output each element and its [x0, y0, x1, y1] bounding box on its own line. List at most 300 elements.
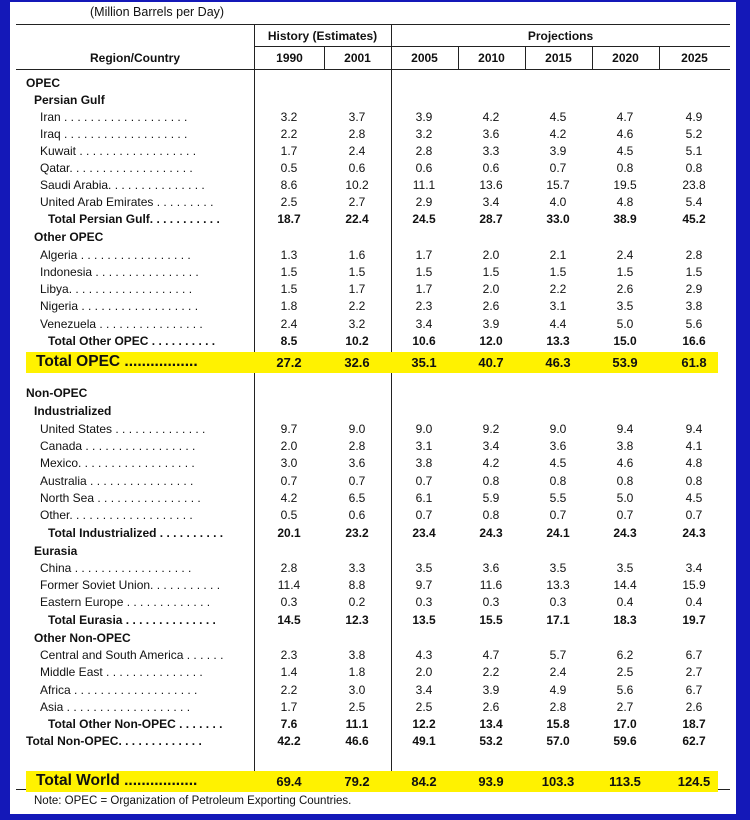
row-label: Indonesia . . . . . . . . . . . . . . . . — [40, 265, 199, 279]
value-cell: 5.0 — [616, 317, 634, 331]
value-cell: 11.6 — [479, 578, 503, 592]
value-cell: 38.9 — [613, 212, 637, 226]
row-label: Asia . . . . . . . . . . . . . . . . . . . — [40, 700, 191, 714]
header-bottom-rule — [16, 69, 730, 70]
value-cell: 1.7 — [280, 700, 298, 714]
value-cell: 24.3 — [613, 526, 637, 540]
value-cell: 28.7 — [479, 212, 503, 226]
value-cell: 2.4 — [280, 317, 298, 331]
value-cell: 2.3 — [280, 648, 298, 662]
value-cell: 0.5 — [280, 508, 298, 522]
value-cell: 23.4 — [412, 526, 436, 540]
value-cell: 15.8 — [546, 717, 570, 731]
value-cell: 5.4 — [685, 195, 703, 209]
value-cell: 4.8 — [685, 456, 703, 470]
value-cell: 0.7 — [280, 474, 298, 488]
footnote: Note: OPEC = Organization of Petroleum Exporting Countries. — [34, 795, 352, 807]
value-cell: 12.3 — [345, 613, 369, 627]
value-cell: 0.6 — [415, 161, 433, 175]
value-cell: 0.3 — [482, 595, 500, 609]
value-cell: 3.5 — [616, 299, 634, 313]
value-cell: 3.1 — [549, 299, 567, 313]
value-cell: 1.5 — [616, 265, 634, 279]
value-cell: 14.5 — [277, 613, 301, 627]
value-cell: 2.6 — [482, 700, 500, 714]
value-cell: 4.9 — [685, 110, 703, 124]
value-cell: 0.4 — [616, 595, 634, 609]
value-cell: 4.8 — [616, 195, 634, 209]
value-cell: 2.2 — [280, 127, 298, 141]
value-cell: 1.5 — [348, 265, 366, 279]
value-cell: 3.0 — [348, 683, 366, 697]
row-label: Middle East . . . . . . . . . . . . . . . — [40, 665, 203, 679]
value-cell: 2.6 — [482, 299, 500, 313]
value-cell: 0.7 — [685, 508, 703, 522]
value-cell: 9.4 — [685, 422, 703, 436]
value-cell: 1.7 — [415, 248, 433, 262]
value-cell: 0.8 — [616, 161, 634, 175]
value-cell: 2.9 — [415, 195, 433, 209]
row-label: Industrialized — [34, 404, 112, 418]
row-label: United States . . . . . . . . . . . . . . — [40, 422, 206, 436]
value-cell: 5.2 — [685, 127, 703, 141]
value-cell: 5.1 — [685, 144, 703, 158]
value-cell: 45.2 — [682, 212, 706, 226]
value-cell: 23.2 — [345, 526, 369, 540]
total-row — [10, 733, 736, 750]
value-cell: 13.5 — [412, 613, 436, 627]
value-cell: 33.0 — [546, 212, 570, 226]
value-cell: 79.2 — [344, 774, 370, 789]
row-label: Eastern Europe . . . . . . . . . . . . . — [40, 595, 211, 609]
table-row — [10, 507, 736, 524]
table-row — [10, 298, 736, 315]
value-cell: 4.9 — [549, 683, 567, 697]
section-heading — [10, 92, 736, 109]
value-cell: 3.3 — [348, 561, 366, 575]
value-cell: 3.4 — [685, 561, 703, 575]
value-cell: 4.4 — [549, 317, 567, 331]
value-cell: 42.2 — [277, 734, 301, 748]
value-cell: 4.2 — [482, 110, 500, 124]
row-label: Nigeria . . . . . . . . . . . . . . . . . . — [40, 299, 199, 313]
table-row — [10, 160, 736, 177]
region-country-header: Region/Country — [90, 51, 180, 65]
row-label: Total Non-OPEC. . . . . . . . . . . . . — [26, 734, 202, 748]
value-cell: 0.6 — [482, 161, 500, 175]
value-cell: 3.2 — [280, 110, 298, 124]
value-cell: 2.1 — [549, 248, 567, 262]
value-cell: 49.1 — [412, 734, 436, 748]
value-cell: 2.2 — [280, 683, 298, 697]
grand-total-row — [26, 771, 718, 792]
value-cell: 3.9 — [415, 110, 433, 124]
table-row — [10, 264, 736, 281]
value-cell: 124.5 — [677, 774, 711, 789]
value-cell: 0.7 — [549, 161, 567, 175]
row-label: Venezuela . . . . . . . . . . . . . . . . — [40, 317, 203, 331]
value-cell: 18.3 — [613, 613, 637, 627]
row-label: Africa . . . . . . . . . . . . . . . . . . . — [40, 683, 198, 697]
year-header-2001: 2001 — [344, 51, 371, 65]
value-cell: 14.4 — [613, 578, 637, 592]
table-row — [10, 455, 736, 472]
value-cell: 5.7 — [549, 648, 567, 662]
table-row — [10, 664, 736, 681]
row-label: Kuwait . . . . . . . . . . . . . . . . . . — [40, 144, 197, 158]
value-cell: 11.1 — [345, 717, 369, 731]
value-cell: 0.6 — [348, 508, 366, 522]
row-label: Iraq . . . . . . . . . . . . . . . . . . . — [40, 127, 188, 141]
value-cell: 15.7 — [546, 178, 570, 192]
value-cell: 0.3 — [280, 595, 298, 609]
value-cell: 4.5 — [616, 144, 634, 158]
value-cell: 2.5 — [348, 700, 366, 714]
value-cell: 2.5 — [616, 665, 634, 679]
value-cell: 2.0 — [482, 282, 500, 296]
value-cell: 93.9 — [478, 774, 504, 789]
value-cell: 0.3 — [415, 595, 433, 609]
value-cell: 0.4 — [685, 595, 703, 609]
value-cell: 4.7 — [616, 110, 634, 124]
section-heading — [10, 229, 736, 246]
value-cell: 5.0 — [616, 491, 634, 505]
value-cell: 57.0 — [546, 734, 570, 748]
value-cell: 53.2 — [479, 734, 503, 748]
value-cell: 3.9 — [482, 317, 500, 331]
value-cell: 0.8 — [685, 161, 703, 175]
value-cell: 1.5 — [415, 265, 433, 279]
value-cell: 3.8 — [348, 648, 366, 662]
value-cell: 22.4 — [345, 212, 369, 226]
value-cell: 1.3 — [280, 248, 298, 262]
value-cell: 3.3 — [482, 144, 500, 158]
value-cell: 1.4 — [280, 665, 298, 679]
section-heading — [10, 385, 736, 402]
value-cell: 2.3 — [415, 299, 433, 313]
value-cell: 2.8 — [549, 700, 567, 714]
row-label: Central and South America . . . . . . — [40, 648, 224, 662]
table-row — [10, 126, 736, 143]
value-cell: 32.6 — [344, 355, 370, 370]
value-cell: 3.2 — [348, 317, 366, 331]
value-cell: 35.1 — [411, 355, 437, 370]
value-cell: 46.3 — [545, 355, 571, 370]
value-cell: 4.1 — [685, 439, 703, 453]
table-row — [10, 438, 736, 455]
value-cell: 1.5 — [280, 265, 298, 279]
value-cell: 3.6 — [549, 439, 567, 453]
value-cell: 17.0 — [613, 717, 637, 731]
value-cell: 9.0 — [415, 422, 433, 436]
value-cell: 4.5 — [549, 110, 567, 124]
value-cell: 7.6 — [280, 717, 298, 731]
value-cell: 4.5 — [549, 456, 567, 470]
value-cell: 3.9 — [482, 683, 500, 697]
history-header: History (Estimates) — [267, 29, 378, 43]
row-label: Saudi Arabia. . . . . . . . . . . . . . . — [40, 178, 205, 192]
table-row — [10, 421, 736, 438]
value-cell: 2.5 — [280, 195, 298, 209]
value-cell: 3.6 — [482, 127, 500, 141]
value-cell: 6.5 — [348, 491, 366, 505]
value-cell: 2.7 — [348, 195, 366, 209]
total-row — [10, 716, 736, 733]
value-cell: 1.7 — [348, 282, 366, 296]
value-cell: 0.8 — [685, 474, 703, 488]
table-row — [10, 594, 736, 611]
value-cell: 84.2 — [411, 774, 437, 789]
row-label: Total Eurasia . . . . . . . . . . . . . . — [48, 613, 216, 627]
value-cell: 12.0 — [479, 334, 503, 348]
section-heading — [10, 630, 736, 647]
value-cell: 1.7 — [415, 282, 433, 296]
value-cell: 0.7 — [348, 474, 366, 488]
value-cell: 1.5 — [685, 265, 703, 279]
value-cell: 9.7 — [280, 422, 298, 436]
row-label: Canada . . . . . . . . . . . . . . . . . — [40, 439, 196, 453]
row-label: Persian Gulf — [34, 93, 105, 107]
value-cell: 10.2 — [345, 334, 369, 348]
value-cell: 13.3 — [546, 578, 570, 592]
value-cell: 59.6 — [613, 734, 637, 748]
value-cell: 1.7 — [280, 144, 298, 158]
table-row — [10, 316, 736, 333]
value-cell: 24.3 — [479, 526, 503, 540]
value-cell: 4.5 — [685, 491, 703, 505]
row-label: China . . . . . . . . . . . . . . . . . . — [40, 561, 192, 575]
value-cell: 0.7 — [415, 474, 433, 488]
value-cell: 3.5 — [616, 561, 634, 575]
row-label: Total Other OPEC . . . . . . . . . . — [48, 334, 216, 348]
value-cell: 8.8 — [348, 578, 366, 592]
row-label: Other. . . . . . . . . . . . . . . . . . . — [40, 508, 193, 522]
oil-production-table-page — [10, 2, 736, 814]
value-cell: 3.8 — [415, 456, 433, 470]
value-cell: 6.1 — [415, 491, 433, 505]
value-cell: 1.8 — [348, 665, 366, 679]
value-cell: 16.6 — [682, 334, 706, 348]
row-label: Other Non-OPEC — [34, 631, 131, 645]
value-cell: 10.2 — [345, 178, 369, 192]
value-cell: 19.5 — [613, 178, 637, 192]
row-label: Libya. . . . . . . . . . . . . . . . . . . — [40, 282, 193, 296]
row-label: Total World ................. — [36, 772, 198, 789]
value-cell: 0.8 — [482, 508, 500, 522]
value-cell: 2.2 — [482, 665, 500, 679]
row-label: OPEC — [26, 76, 61, 90]
table-row — [10, 699, 736, 716]
section-heading — [10, 403, 736, 420]
value-cell: 11.4 — [277, 578, 301, 592]
value-cell: 2.8 — [685, 248, 703, 262]
value-cell: 2.9 — [685, 282, 703, 296]
year-header-2015: 2015 — [545, 51, 572, 65]
value-cell: 0.7 — [616, 508, 634, 522]
value-cell: 19.7 — [682, 613, 706, 627]
value-cell: 18.7 — [277, 212, 301, 226]
value-cell: 8.5 — [280, 334, 298, 348]
row-label: Mexico. . . . . . . . . . . . . . . . . . — [40, 456, 195, 470]
total-row — [10, 525, 736, 542]
value-cell: 1.5 — [280, 282, 298, 296]
value-cell: 3.6 — [482, 561, 500, 575]
value-cell: 2.7 — [685, 665, 703, 679]
value-cell: 2.8 — [348, 439, 366, 453]
value-cell: 62.7 — [682, 734, 706, 748]
value-cell: 113.5 — [609, 774, 641, 789]
value-cell: 4.0 — [549, 195, 567, 209]
value-cell: 4.2 — [482, 456, 500, 470]
table-row — [10, 577, 736, 594]
value-cell: 53.9 — [612, 355, 638, 370]
value-cell: 3.5 — [549, 561, 567, 575]
value-cell: 3.9 — [549, 144, 567, 158]
value-cell: 46.6 — [345, 734, 369, 748]
value-cell: 13.6 — [479, 178, 503, 192]
value-cell: 24.5 — [412, 212, 436, 226]
row-label: Australia . . . . . . . . . . . . . . . . — [40, 474, 194, 488]
value-cell: 2.6 — [685, 700, 703, 714]
value-cell: 6.2 — [616, 648, 634, 662]
value-cell: 5.6 — [685, 317, 703, 331]
value-cell: 3.4 — [415, 317, 433, 331]
value-cell: 17.1 — [546, 613, 570, 627]
value-cell: 2.2 — [549, 282, 567, 296]
value-cell: 4.2 — [280, 491, 298, 505]
value-cell: 2.8 — [348, 127, 366, 141]
table-row — [10, 143, 736, 160]
value-cell: 2.5 — [415, 700, 433, 714]
row-label: Qatar. . . . . . . . . . . . . . . . . . . — [40, 161, 193, 175]
value-cell: 27.2 — [276, 355, 302, 370]
value-cell: 1.5 — [482, 265, 500, 279]
value-cell: 0.8 — [616, 474, 634, 488]
value-cell: 40.7 — [478, 355, 504, 370]
value-cell: 0.3 — [549, 595, 567, 609]
table-row — [10, 473, 736, 490]
value-cell: 2.0 — [482, 248, 500, 262]
value-cell: 20.1 — [277, 526, 301, 540]
value-cell: 0.8 — [482, 474, 500, 488]
value-cell: 0.6 — [348, 161, 366, 175]
value-cell: 5.6 — [616, 683, 634, 697]
value-cell: 2.0 — [415, 665, 433, 679]
value-cell: 18.7 — [682, 717, 706, 731]
table-row — [10, 490, 736, 507]
value-cell: 4.2 — [549, 127, 567, 141]
year-header-2010: 2010 — [478, 51, 505, 65]
value-cell: 24.1 — [546, 526, 570, 540]
value-cell: 9.7 — [415, 578, 433, 592]
section-heading — [10, 75, 736, 92]
value-cell: 61.8 — [681, 355, 707, 370]
table-row — [10, 247, 736, 264]
section-heading — [10, 543, 736, 560]
year-header-2020: 2020 — [612, 51, 639, 65]
value-cell: 2.2 — [348, 299, 366, 313]
year-header-1990: 1990 — [276, 51, 303, 65]
value-cell: 2.4 — [616, 248, 634, 262]
value-cell: 4.3 — [415, 648, 433, 662]
value-cell: 2.0 — [280, 439, 298, 453]
value-cell: 24.3 — [682, 526, 706, 540]
table-row — [10, 281, 736, 298]
value-cell: 6.7 — [685, 648, 703, 662]
row-label: Eurasia — [34, 544, 78, 558]
value-cell: 4.6 — [616, 456, 634, 470]
value-cell: 3.2 — [415, 127, 433, 141]
table-row — [10, 682, 736, 699]
value-cell: 3.6 — [348, 456, 366, 470]
value-cell: 3.8 — [616, 439, 634, 453]
table-row — [10, 177, 736, 194]
row-label: Algeria . . . . . . . . . . . . . . . . . — [40, 248, 191, 262]
total-row — [10, 211, 736, 228]
value-cell: 9.0 — [348, 422, 366, 436]
value-cell: 2.7 — [616, 700, 634, 714]
value-cell: 13.3 — [546, 334, 570, 348]
row-label: Total Industrialized . . . . . . . . . . — [48, 526, 224, 540]
year-header-2025: 2025 — [681, 51, 708, 65]
value-cell: 3.4 — [482, 439, 500, 453]
table-top-rule — [16, 24, 730, 25]
total-row — [10, 333, 736, 350]
row-label: Total Other Non-OPEC . . . . . . . — [48, 717, 223, 731]
projections-header: Projections — [527, 29, 594, 43]
row-label: Non-OPEC — [26, 386, 88, 400]
value-cell: 12.2 — [412, 717, 436, 731]
value-cell: 0.2 — [348, 595, 366, 609]
row-label: Total Persian Gulf. . . . . . . . . . . — [48, 212, 220, 226]
value-cell: 0.8 — [549, 474, 567, 488]
value-cell: 3.5 — [415, 561, 433, 575]
row-label: Total OPEC ................. — [36, 353, 198, 370]
row-label: Former Soviet Union. . . . . . . . . . . — [40, 578, 221, 592]
value-cell: 9.0 — [549, 422, 567, 436]
value-cell: 11.1 — [412, 178, 436, 192]
year-header-2005: 2005 — [411, 51, 438, 65]
value-cell: 1.8 — [280, 299, 298, 313]
value-cell: 13.4 — [479, 717, 503, 731]
value-cell: 3.0 — [280, 456, 298, 470]
value-cell: 1.5 — [549, 265, 567, 279]
value-cell: 9.4 — [616, 422, 634, 436]
value-cell: 6.7 — [685, 683, 703, 697]
value-cell: 0.7 — [549, 508, 567, 522]
value-cell: 15.0 — [613, 334, 637, 348]
value-cell: 5.9 — [482, 491, 500, 505]
value-cell: 3.1 — [415, 439, 433, 453]
unit-caption: (Million Barrels per Day) — [90, 5, 225, 19]
value-cell: 69.4 — [276, 774, 302, 789]
value-cell: 3.8 — [685, 299, 703, 313]
value-cell: 23.8 — [682, 178, 706, 192]
value-cell: 5.5 — [549, 491, 567, 505]
value-cell: 3.4 — [482, 195, 500, 209]
value-cell: 2.4 — [549, 665, 567, 679]
total-row — [10, 612, 736, 629]
value-cell: 4.6 — [616, 127, 634, 141]
value-cell: 103.3 — [541, 774, 575, 789]
value-cell: 15.9 — [682, 578, 706, 592]
value-cell: 1.6 — [348, 248, 366, 262]
value-cell: 0.5 — [280, 161, 298, 175]
table-row — [10, 647, 736, 664]
value-cell: 2.8 — [280, 561, 298, 575]
value-cell: 2.6 — [616, 282, 634, 296]
value-cell: 10.6 — [412, 334, 436, 348]
